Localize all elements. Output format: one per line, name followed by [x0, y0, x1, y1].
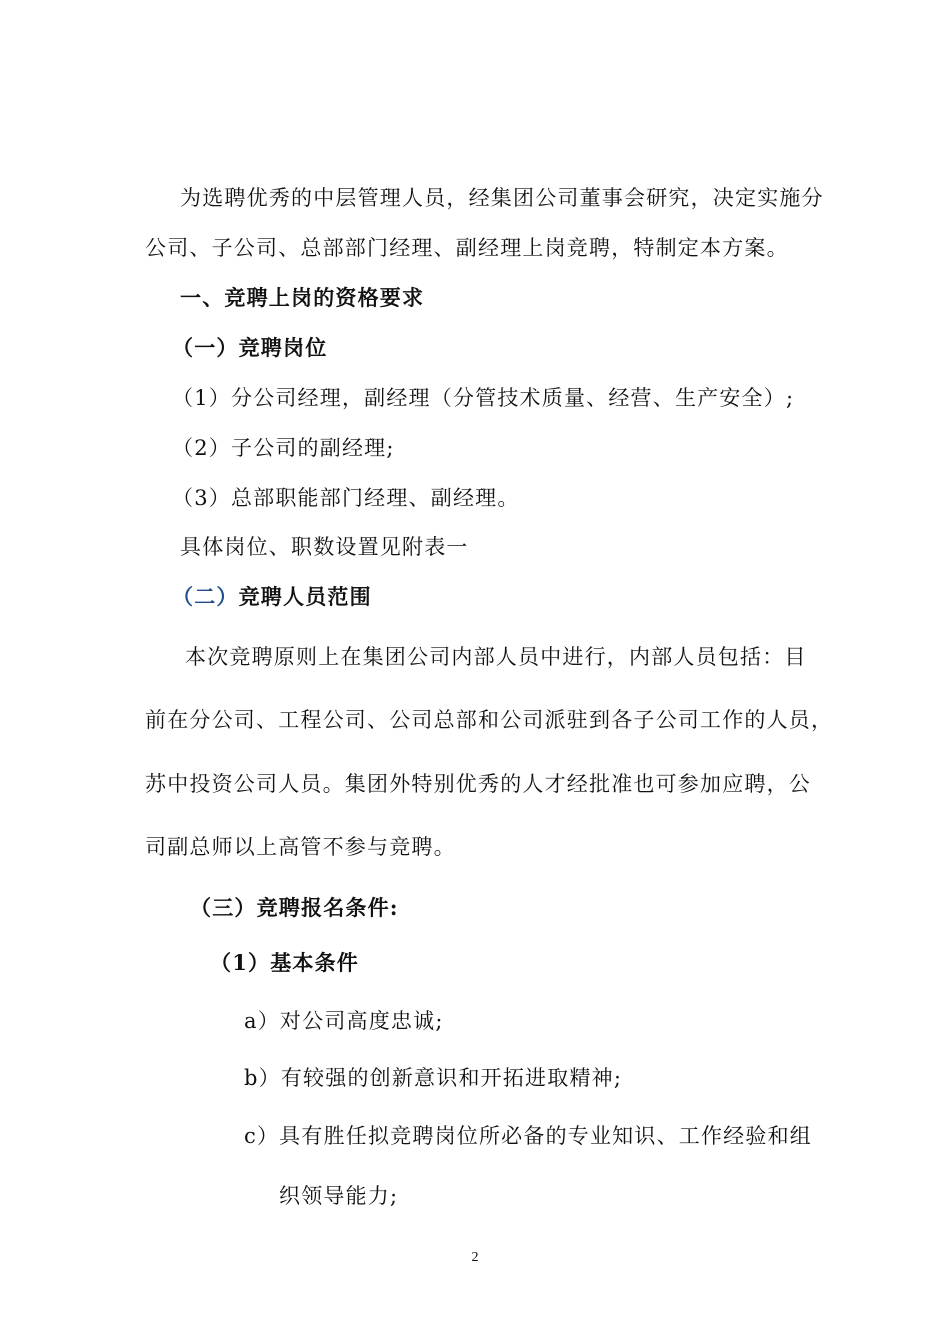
condition-text-b: 有较强的创新意识和开拓进取精神; [280, 1066, 623, 1090]
condition-item-a [244, 1006, 444, 1036]
condition-marker-a: a） [244, 1009, 280, 1033]
section-heading-qualifications: 一、竞聘上岗的资格要求 [180, 285, 425, 310]
scope-heading-prefix: （二） [172, 584, 239, 609]
position-item-2: （2）子公司的副经理; [172, 436, 395, 460]
subsection-heading-positions: （一）竞聘岗位 [172, 335, 328, 360]
subsection-heading-scope [172, 582, 372, 612]
condition-marker-c: c） [244, 1124, 280, 1148]
positions-note: 具体岗位、职数设置见附表一 [180, 535, 469, 559]
page-number: 2 [471, 1250, 479, 1265]
condition-item-c [244, 1121, 812, 1151]
condition-text-a: 对公司高度忠诚; [279, 1009, 444, 1033]
scope-para-line-4: 司副总师以上高管不参与竞聘。 [145, 835, 456, 859]
scope-heading-text: 竞聘人员范围 [238, 584, 372, 609]
intro-line-2: 公司、子公司、总部部门经理、副经理上岗竞聘，特制定本方案。 [145, 236, 789, 260]
condition-item-c-continuation: 织领导能力; [279, 1184, 399, 1208]
intro-line-1: 为选聘优秀的中层管理人员，经集团公司董事会研究，决定实施分 [180, 186, 824, 210]
condition-item-b [244, 1063, 622, 1093]
position-item-3: （3）总部职能部门经理、副经理。 [172, 486, 520, 510]
scope-para-line-3: 苏中投资公司人员。集团外特别优秀的人才经批准也可参加应聘，公 [145, 772, 811, 796]
condition-text-c: 具有胜任拟竞聘岗位所必备的专业知识、工作经验和组 [279, 1124, 812, 1148]
basic-conditions-heading: （1）基本条件 [210, 950, 360, 975]
condition-marker-b: b） [244, 1066, 281, 1090]
scope-para-line-1: 本次竞聘原则上在集团公司内部人员中进行，内部人员包括：目 [185, 645, 807, 669]
position-item-1: （1）分公司经理，副经理（分管技术质量、经营、生产安全）; [172, 386, 795, 410]
scope-para-line-2: 前在分公司、工程公司、公司总部和公司派驻到各子公司工作的人员， [145, 708, 834, 732]
subsection-heading-requirements: （三）竞聘报名条件: [190, 895, 399, 920]
